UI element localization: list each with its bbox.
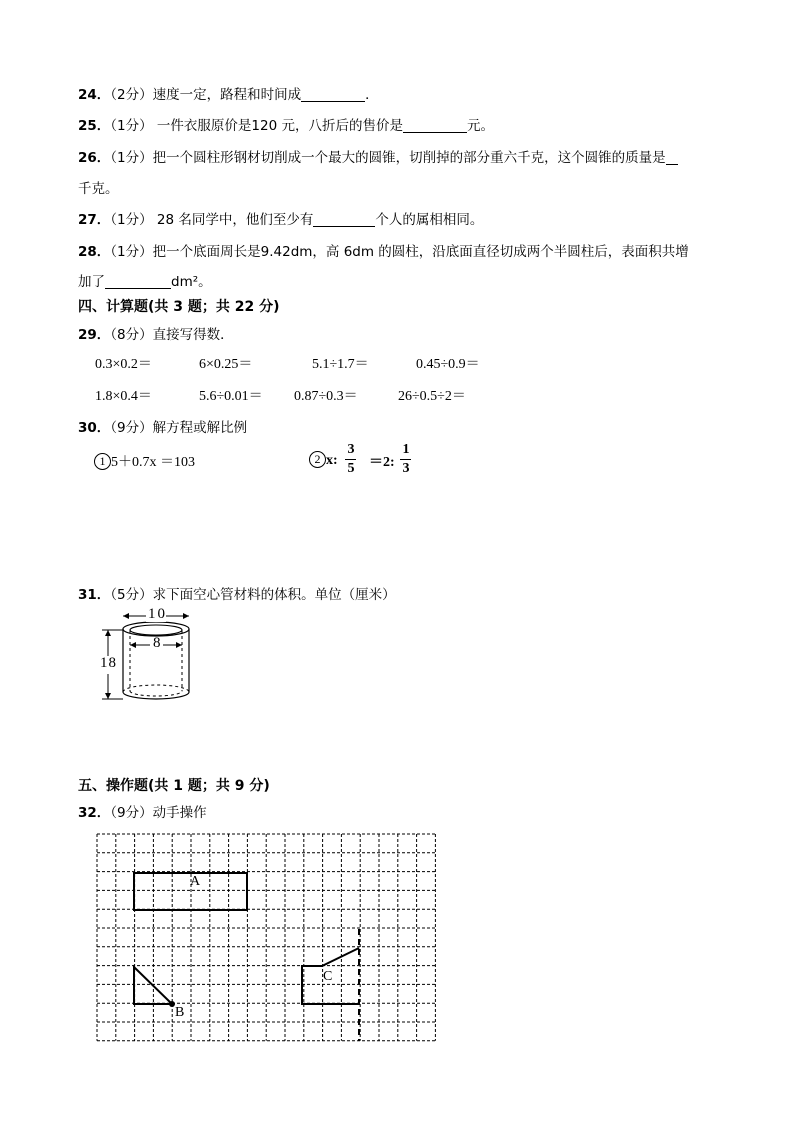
question-text: 28 名同学中，他们至少有	[152, 212, 314, 228]
question-number: 30．	[78, 420, 111, 436]
calc-item: 26÷0.5÷2＝	[398, 389, 466, 404]
answer-blank[interactable]	[105, 274, 171, 289]
fraction-bar	[400, 459, 411, 460]
question-text-end: 元。	[467, 118, 494, 134]
height-label: 18	[100, 655, 117, 671]
inner-diameter-label: 8	[153, 635, 161, 651]
inner-bottom	[130, 691, 182, 696]
question-text: 把一个圆柱形钢材切削成一个最大的圆锥，切削掉的部分重六千克，这个圆锥的质量是	[152, 150, 666, 166]
question-text: 求下面空心管材料的体积。单位（厘米）	[152, 587, 396, 603]
question-28-line2	[78, 270, 212, 290]
question-score: （1分）	[110, 212, 153, 228]
fraction-numerator: 3	[347, 442, 355, 457]
question-text: 一件衣服原价是120 元，八折后的售价是	[152, 118, 403, 134]
section-title: 五、操作题(共 1 题；共 9 分)	[78, 778, 270, 794]
question-number: 25．	[78, 118, 111, 134]
calc-item: 0.87÷0.3＝	[294, 389, 358, 404]
fraction-denominator: 3	[402, 461, 410, 476]
calc-item: 1.8×0.4＝	[95, 389, 152, 404]
calc-item: 5.1÷1.7＝	[312, 357, 369, 372]
question-score: （1分）	[110, 118, 153, 134]
question-score: （2分）	[110, 87, 153, 103]
inner-top-ellipse	[130, 625, 182, 635]
question-score: （8分）	[110, 327, 153, 343]
calc-item: 5.6÷0.01＝	[199, 389, 263, 404]
fraction-denominator: 5	[347, 461, 355, 476]
label-b: B	[175, 1005, 185, 1020]
question-text: 速度一定，路程和时间成	[152, 87, 302, 103]
calc-item: 0.45÷0.9＝	[416, 357, 480, 372]
equation-1	[94, 451, 195, 471]
calc-item: 6×0.25＝	[199, 357, 253, 372]
question-28	[78, 240, 689, 260]
calc-item: 0.3×0.2＝	[95, 357, 152, 372]
question-score: （5分）	[110, 587, 153, 603]
question-number: 29．	[78, 327, 111, 343]
section-title: 四、计算题(共 3 题；共 22 分)	[78, 299, 280, 315]
grid-lines	[97, 834, 435, 1041]
answer-blank[interactable]	[403, 118, 467, 133]
question-text: 把一个底面周长是9.42dm，高 6dm 的圆柱，沿底面直径切成两个半圆柱后，表面积共增	[152, 244, 689, 260]
question-26	[78, 146, 678, 166]
question-25	[78, 114, 494, 134]
shape-b-triangle	[134, 967, 172, 1004]
question-text: 解方程或解比例	[152, 420, 248, 436]
question-30	[78, 416, 247, 436]
question-text: 动手操作	[152, 805, 207, 821]
question-text: 直接写得数．	[152, 327, 234, 343]
question-29	[78, 323, 234, 343]
circled-number: 2	[309, 451, 326, 468]
answer-blank[interactable]	[301, 87, 365, 102]
question-32	[78, 801, 207, 821]
equation-text: 5＋0.7x ＝103	[111, 455, 195, 470]
outer-top-ellipse	[123, 622, 189, 636]
equation-mid: ＝2:	[369, 455, 395, 470]
question-number: 26．	[78, 150, 111, 166]
question-text-end: 个人的属相相同。	[375, 212, 484, 228]
question-31	[78, 583, 396, 603]
answer-blank[interactable]	[666, 150, 678, 165]
answer-blank[interactable]	[313, 212, 375, 227]
label-a: A	[190, 874, 201, 889]
question-text: 加了	[78, 274, 105, 290]
question-number: 31．	[78, 587, 111, 603]
question-text-end: dm²。	[171, 274, 212, 290]
question-score: （1分）	[110, 244, 153, 260]
question-text-end: ．	[365, 87, 379, 103]
outer-bottom-back	[123, 685, 189, 692]
question-number: 28．	[78, 244, 111, 260]
question-number: 27．	[78, 212, 111, 228]
circled-number: 1	[94, 453, 111, 470]
question-26-line2: 千克。	[78, 181, 119, 197]
dotted-grid[interactable]	[96, 833, 436, 1045]
equation-text: x:	[326, 453, 338, 468]
question-number: 32．	[78, 805, 111, 821]
equation-2	[309, 451, 338, 469]
question-24	[78, 83, 379, 103]
question-score: （1分）	[110, 150, 153, 166]
question-score: （9分）	[110, 420, 153, 436]
outer-diameter-label: 10	[148, 606, 167, 622]
question-27	[78, 208, 483, 228]
label-c: C	[323, 969, 333, 984]
fraction-bar	[345, 459, 356, 460]
question-score: （9分）	[110, 805, 153, 821]
question-number: 24．	[78, 87, 111, 103]
fraction-numerator: 1	[402, 442, 410, 457]
